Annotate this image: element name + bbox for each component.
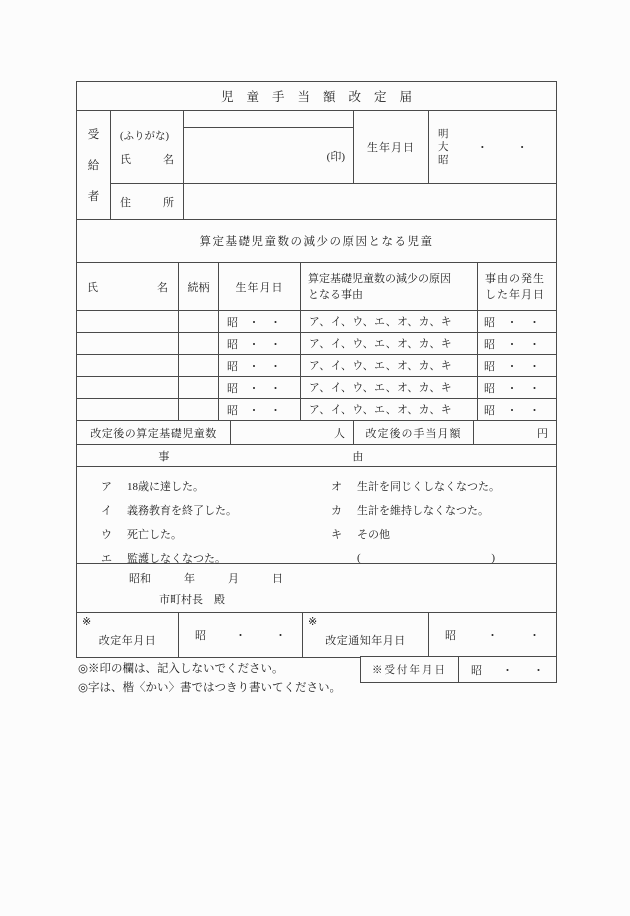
col-header-name-char: 名	[157, 281, 168, 294]
child-row	[77, 355, 556, 377]
child-reason-cell	[301, 333, 478, 354]
children-section-heading: 算定基礎児童数の減少の原因となる児童	[199, 236, 434, 248]
date-dot: ・	[270, 382, 282, 395]
paren-open: (	[357, 552, 361, 564]
children-table-header	[77, 263, 556, 311]
date-dot: ・	[506, 316, 518, 329]
footer-note-2: ◎字は、楷〈かい〉書ではつきり書いてください。	[78, 682, 342, 694]
reason-section-header	[77, 445, 556, 467]
reason-options: ア、イ、ウ、エ、オ、カ、キ	[309, 316, 453, 328]
era-showa: 昭	[195, 630, 206, 642]
name-row	[111, 111, 556, 184]
era-showa: 昭	[227, 360, 239, 373]
col-header-name	[77, 263, 179, 310]
child-occurrence-cell	[478, 377, 556, 398]
name-label	[120, 151, 174, 167]
revision-date-value-cell	[179, 613, 303, 657]
footer-notes	[78, 660, 341, 698]
asterisk-mark: ※	[308, 616, 318, 628]
child-reason-cell	[301, 355, 478, 376]
date-dot: ・	[248, 338, 261, 351]
child-name-cell	[77, 377, 179, 398]
date-dot: ・	[529, 338, 540, 351]
child-row	[77, 377, 556, 399]
name-write-area	[184, 128, 353, 183]
children-section-heading-row	[77, 220, 556, 263]
furigana-label: (ふりがな)	[120, 130, 169, 142]
receipt-date-label-cell	[361, 657, 459, 682]
child-row	[77, 333, 556, 355]
revised-allowance-value-cell	[474, 421, 556, 444]
recipient-side-char: 者	[87, 191, 100, 203]
child-name-cell	[77, 311, 179, 332]
date-dot: ・	[248, 382, 261, 395]
seal-mark: (印)	[326, 150, 345, 163]
era-showa: 昭	[227, 338, 239, 351]
child-name-cell	[77, 333, 179, 354]
child-name-cell	[77, 355, 179, 376]
name-label-cell	[111, 111, 184, 183]
era-showa: 昭	[438, 154, 449, 166]
era-showa: 昭	[227, 316, 239, 329]
date-dot: ・	[270, 360, 282, 373]
reason-text: その他	[357, 529, 390, 541]
form-table	[76, 81, 557, 658]
child-birthdate-cell	[219, 399, 301, 420]
col-header-reason-line1: 算定基礎児童数の減少の原因	[308, 272, 451, 285]
date-dot: ・	[275, 630, 286, 642]
date-dot: ・	[235, 630, 246, 642]
reason-key: オ	[331, 481, 342, 493]
date-dot: ・	[506, 404, 518, 417]
date-dot: ・	[506, 360, 518, 373]
reason-options: ア、イ、ウ、エ、オ、カ、キ	[309, 404, 453, 416]
reason-text: 義務教育を終了した。	[127, 505, 237, 517]
reason-header-char: 事	[158, 450, 170, 463]
date-dot: ・	[248, 360, 261, 373]
date-dot: ・	[529, 404, 540, 417]
reason-text: 監護しなくなつた。	[127, 553, 226, 565]
reason-key: キ	[331, 529, 342, 541]
date-dot: ・	[533, 664, 544, 677]
date-dot: ・	[487, 630, 498, 642]
recipient-side-char: 受	[87, 129, 100, 141]
child-name-cell	[77, 399, 179, 420]
amount-unit-label: 円	[537, 427, 548, 440]
date-dot: ・	[506, 338, 518, 351]
date-dot: ・	[529, 360, 540, 373]
reason-key: ア	[101, 481, 112, 493]
other-reason-write-area	[357, 552, 495, 564]
reason-key: エ	[101, 553, 112, 565]
receipt-date-box	[360, 656, 557, 683]
era-showa: 昭	[484, 404, 495, 417]
col-header-occurrence-line1: 事由の発生	[485, 272, 545, 285]
date-dot: ・	[529, 382, 540, 395]
child-birthdate-cell	[219, 377, 301, 398]
era-meiji: 明	[438, 128, 449, 140]
col-header-occurrence-line2: した年月日	[485, 288, 545, 301]
notice-date-value-cell	[429, 613, 556, 657]
name-field-cell	[184, 111, 354, 183]
child-occurrence-cell	[478, 333, 556, 354]
date-dot: ・	[270, 316, 282, 329]
revised-child-count-label-cell	[77, 421, 231, 444]
child-reason-cell	[301, 311, 478, 332]
reason-options: ア、イ、ウ、エ、オ、カ、キ	[309, 338, 453, 350]
birthdate-value-cell	[429, 111, 556, 183]
address-write-area	[184, 184, 556, 219]
era-showa: 昭	[227, 404, 239, 417]
date-dot: ・	[502, 664, 513, 677]
totals-row	[77, 421, 556, 445]
address-label-char: 所	[163, 196, 174, 209]
child-relation-cell	[179, 355, 219, 376]
reason-key: イ	[101, 505, 112, 517]
reason-text: 18歳に達した。	[127, 481, 204, 493]
form-title: 児童手当額改定届	[220, 90, 425, 104]
reason-list-line	[101, 498, 556, 522]
col-header-relation	[179, 263, 219, 310]
paren-close: )	[491, 552, 495, 564]
count-unit-label: 人	[334, 427, 345, 440]
col-header-name-char: 氏	[87, 281, 98, 294]
reason-options: ア、イ、ウ、エ、オ、カ、キ	[309, 360, 453, 372]
child-occurrence-cell	[478, 399, 556, 420]
date-dot: ・	[529, 630, 540, 642]
era-options	[438, 128, 449, 167]
reason-text: 生計を維持しなくなつた。	[357, 505, 489, 517]
addressee-line: 市町村長 殿	[159, 594, 225, 606]
reason-list	[77, 467, 556, 564]
birthdate-label-cell	[354, 111, 429, 183]
footer-note-1: ◎※印の欄は、記入しないでください。	[78, 663, 284, 675]
date-dot: ・	[516, 142, 528, 154]
era-showa: 昭	[227, 382, 239, 395]
era-showa: 昭	[484, 360, 495, 373]
reason-list-line	[101, 522, 556, 546]
era-taisho: 大	[438, 141, 449, 153]
birthdate-label: 生年月日	[367, 142, 415, 154]
date-dot: ・	[248, 316, 261, 329]
recipient-fields	[111, 111, 556, 219]
child-occurrence-cell	[478, 355, 556, 376]
child-reason-cell	[301, 399, 478, 420]
era-showa: 昭	[484, 382, 495, 395]
reason-options: ア、イ、ウ、エ、オ、カ、キ	[309, 382, 453, 394]
col-header-relation-label: 続柄	[187, 281, 210, 294]
receipt-date-value-cell	[459, 657, 556, 682]
address-row	[111, 184, 556, 219]
date-dot: ・	[270, 404, 282, 417]
child-row	[77, 399, 556, 421]
title-row	[77, 82, 556, 111]
child-birthdate-cell	[219, 355, 301, 376]
furigana-write-area	[184, 111, 353, 128]
reason-list-line	[101, 474, 556, 498]
office-use-row	[77, 613, 556, 657]
reason-key: カ	[331, 505, 342, 517]
revised-child-count-value-cell	[231, 421, 354, 444]
child-occurrence-cell	[478, 311, 556, 332]
recipient-side-char: 給	[87, 160, 100, 172]
child-relation-cell	[179, 333, 219, 354]
col-header-reason	[301, 263, 478, 310]
revised-allowance-label: 改定後の手当月額	[365, 427, 462, 440]
recipient-side-label	[77, 111, 111, 219]
notice-date-label: 改定通知年月日	[325, 635, 406, 647]
name-label-char: 名	[163, 153, 174, 166]
col-header-occurrence	[478, 263, 556, 310]
date-dot: ・	[270, 338, 282, 351]
era-showa: 昭	[484, 316, 495, 329]
revision-date-label: 改定年月日	[98, 635, 157, 647]
child-row	[77, 311, 556, 333]
address-label	[120, 194, 174, 210]
child-relation-cell	[179, 399, 219, 420]
era-showa: 昭	[484, 338, 495, 351]
recipient-section	[77, 111, 556, 220]
address-label-char: 住	[120, 196, 131, 209]
reason-text: 生計を同じくしなくなつた。	[357, 481, 500, 493]
col-header-birthdate	[219, 263, 301, 310]
reason-header-char: 由	[352, 450, 364, 463]
submission-block	[77, 564, 556, 613]
revised-allowance-label-cell	[354, 421, 474, 444]
child-birthdate-cell	[219, 311, 301, 332]
address-label-cell	[111, 184, 184, 219]
col-header-reason-line2: となる事由	[308, 288, 363, 301]
notice-date-label-cell	[303, 613, 429, 657]
col-header-birthdate-label: 生年月日	[235, 281, 284, 294]
reason-key: ウ	[101, 529, 112, 541]
receipt-date-label: ※受付年月日	[372, 665, 447, 676]
era-showa: 昭	[445, 630, 456, 642]
revision-date-label-cell	[77, 613, 179, 657]
child-relation-cell	[179, 311, 219, 332]
date-dot: ・	[476, 142, 488, 154]
date-dot: ・	[506, 382, 518, 395]
child-relation-cell	[179, 377, 219, 398]
child-birthdate-cell	[219, 333, 301, 354]
date-dot: ・	[529, 316, 540, 329]
asterisk-mark: ※	[82, 616, 92, 628]
name-label-char: 氏	[120, 153, 131, 166]
era-showa: 昭	[471, 664, 482, 677]
date-dot: ・	[248, 404, 261, 417]
date-separators	[449, 139, 557, 155]
submission-date-line: 昭和 年 月 日	[129, 573, 283, 585]
revised-child-count-label: 改定後の算定基礎児童数	[90, 427, 217, 440]
reason-text: 死亡した。	[127, 529, 182, 541]
child-reason-cell	[301, 377, 478, 398]
